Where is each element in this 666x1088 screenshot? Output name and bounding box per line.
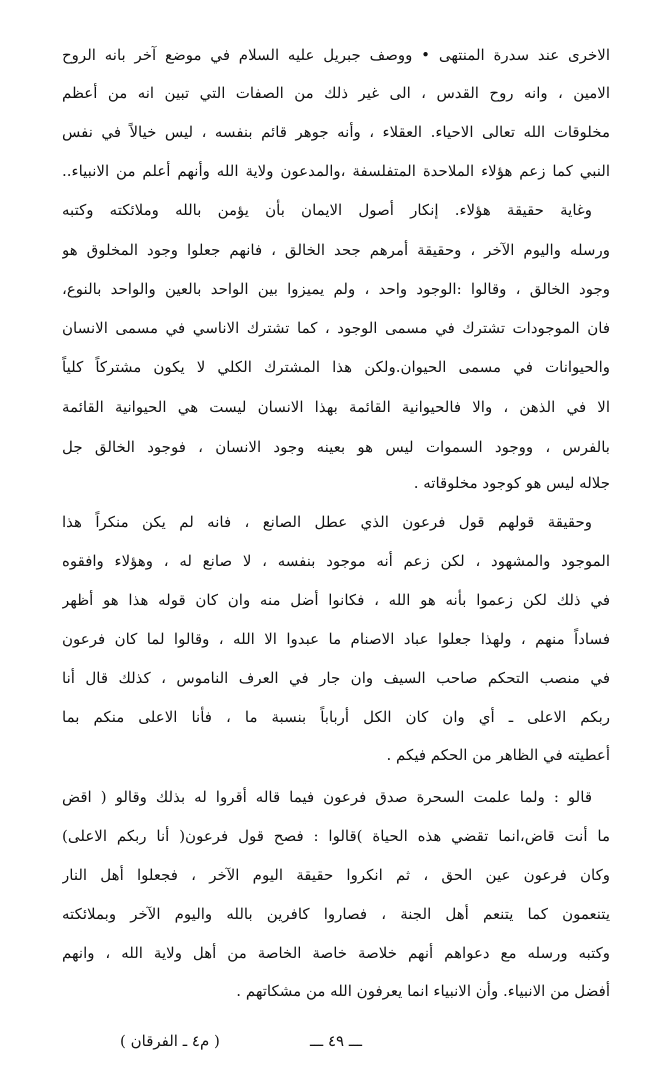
text-line: الاخرى عند سدرة المنتهى • ووصف جبريل عليه السلام في موضع آخر بانه الروح <box>62 46 610 64</box>
text-line: الموجود والمشهود ، لكن زعم أنه موجود بنفسه ، لا صانع له ، وهؤلاء وافقوه <box>62 552 610 570</box>
text-line: في منصب التحكم صاحب السيف وان جار في العرف الناموس ، كذلك قال أنا <box>62 669 610 687</box>
text-line: الا في الذهن ، والا فالحيوانية القائمة بهذا الانسان ليست هي الحيوانية القائمة <box>62 398 610 416</box>
text-line: جلاله ليس هو كوجود مخلوقاته . <box>413 474 610 492</box>
text-line: والحيوانات في مسمى الحيوان.ولكن هذا المشترك الكلي لا يكون مشتركاً كلياً <box>62 358 610 376</box>
page-footer <box>62 1028 610 1054</box>
text-line: يتنعمون كما يتنعم أهل الجنة ، فصاروا كافرين بالله واليوم الآخر وبملائكته <box>62 905 610 923</box>
paragraph-start-line: وغاية حقيقة هؤلاء. إنكار أصول الايمان بأن يؤمن بالله وملائكته وكتبه <box>62 201 592 219</box>
book-reference: ( م٤ ـ الفرقان ) <box>120 1032 220 1050</box>
text-line: أفضل من الانبياء. وأن الانبياء انما يعرفون الله من مشكاتهم . <box>236 982 610 1000</box>
text-line: وجود الخالق ، وقالوا :الوجود واحد ، ولم يميزوا بين الواحد بالعين والواحد بالنوع، <box>62 280 610 298</box>
text-line: مخلوقات الله تعالى الاحياء. العقلاء ، وأنه جوهر قائم بنفسه ، ليس خيالاً في نفس <box>62 123 610 141</box>
text-line: وكان فرعون عين الحق ، ثم انكروا حقيقة اليوم الآخر ، فجعلوا أهل النار <box>62 866 610 884</box>
text-line: في ذلك لكن زعموا بأنه هو الله ، فكانوا أضل منه وان كان قوله هذا هو أظهر <box>62 591 610 609</box>
text-line: النبي كما زعم هؤلاء الملاحدة المتفلسفة ،والمدعون ولاية الله وأنهم أعلم من الانبياء.. <box>62 162 610 180</box>
text-line: فساداً منهم ، ولهذا جعلوا عباد الاصنام ما عبدوا الا الله ، وقالوا لما كان فرعون <box>62 630 610 648</box>
text-line: أعطيته في الظاهر من الحكم فيكم . <box>386 746 610 764</box>
paragraph-start-line: قالو : ولما علمت السحرة صدق فرعون فيما قاله أقروا له بذلك وقالو ( اقض <box>62 788 592 806</box>
text-line: فان الموجودات تشترك في مسمى الوجود ، كما تشترك الاناسي في مسمى الانسان <box>62 319 610 337</box>
page-number: ـــ ٤٩ ـــ <box>309 1032 363 1050</box>
paragraph-start-line: وحقيقة قولهم قول فرعون الذي عطل الصانع ، فانه لم يكن منكراً هذا <box>62 513 592 531</box>
text-line: وكتبه ورسله مع دعواهم أنهم خلاصة خاصة الخاصة من أهل ولاية الله ، وانهم <box>62 944 610 962</box>
text-line: ورسله واليوم الآخر ، وحقيقة أمرهم جحد الخالق ، فانهم جعلوا وجود المخلوق هو <box>62 241 610 259</box>
text-line: الامين ، وانه روح القدس ، الى غير ذلك من الصفات التي تبين انه من أعظم <box>62 84 610 102</box>
text-line: ما أنت قاض،انما تقضي هذه الحياة )قالوا : فصح قول فرعون( أنا ربكم الاعلى) <box>62 827 610 845</box>
text-line: بالفرس ، ووجود السموات ليس هو بعينه وجود الانسان ، فوجود الخالق جل <box>62 438 610 456</box>
text-line: ربكم الاعلى ـ أي وان كان الكل أرباباً بنسبة ما ، فأنا الاعلى منكم بما <box>62 708 610 726</box>
